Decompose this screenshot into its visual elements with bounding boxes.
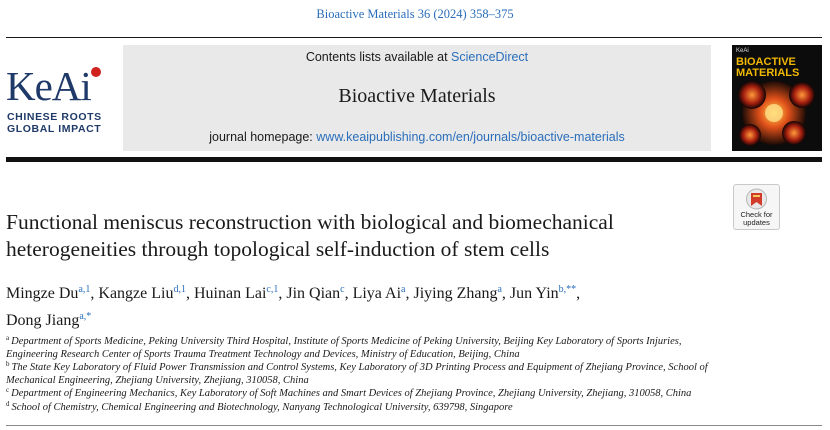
cover-title-line1: BIOACTIVE bbox=[736, 56, 796, 68]
journal-homepage-link[interactable]: www.keaipublishing.com/en/journals/bioactive-materials bbox=[316, 130, 625, 144]
homepage-line bbox=[123, 130, 711, 144]
homepage-prefix: journal homepage: bbox=[209, 130, 317, 144]
author[interactable]: Liya Ai$^a$ bbox=[352, 284, 406, 302]
logo-dot-icon bbox=[91, 67, 101, 77]
masthead-bottom-rule bbox=[6, 157, 822, 162]
title-line-2: heterogeneities through topological self-induction of stem cells bbox=[6, 237, 550, 261]
affiliation-b: $^b$ The State Key Laboratory of Fluid Power Transmission and Control Systems, Key Laboratory of 3D Printing Process and Equipment of Zhejiang Province, School of Mechanical Engineering, Zhejiang University, Zhejiang, 310058, China bbox=[6, 360, 708, 386]
sciencedirect-link[interactable]: ScienceDirect bbox=[451, 50, 529, 64]
contents-line bbox=[123, 50, 711, 64]
author[interactable]: Kangze Liu$^{d,1}$ bbox=[98, 284, 186, 302]
logo-wordmark: KeAi bbox=[6, 63, 91, 109]
cover-publisher: KeAi bbox=[736, 48, 749, 54]
author[interactable]: Jiying Zhang$^a$ bbox=[413, 284, 502, 302]
author[interactable]: Jin Qian$^c$ bbox=[286, 284, 345, 302]
bookmark-icon bbox=[734, 186, 779, 212]
publisher-logo[interactable] bbox=[6, 64, 118, 134]
affiliation-c: $^c$ Department of Engineering Mechanics, Key Laboratory of Soft Machines and Smart Devices of Zhejiang Province, Zhejiang University, Zhejiang, 310058, China bbox=[6, 386, 692, 399]
logo-tagline-2: GLOBAL IMPACT bbox=[7, 123, 102, 135]
author[interactable]: Jun Yin$^{b,**}$ bbox=[509, 284, 577, 302]
author[interactable]: Dong Jiang$^{a,*}$ bbox=[6, 311, 92, 329]
affiliation-d: $^d$ School of Chemistry, Chemical Engineering and Biotechnology, Nanyang Technological University, 639798, Singapore bbox=[6, 400, 513, 413]
check-for-updates-label bbox=[734, 211, 779, 227]
author-list: Mingze Du$^{a,1}$, Kangze Liu$^{d,1}$, Huinan Lai$^{c,1}$, Jin Qian$^c$, Liya Ai$^a$, Jiying Zhang$^a$, Jun Yin$^{b,**}$, Dong Jiang$^{a,*}$ bbox=[6, 284, 581, 329]
cover-title-line2: MATERIALS bbox=[736, 67, 800, 79]
contents-prefix: Contents lists available at bbox=[305, 50, 452, 64]
journal-name: Bioactive Materials bbox=[338, 85, 496, 107]
article-title bbox=[6, 209, 716, 263]
check-for-updates-button[interactable] bbox=[733, 184, 780, 230]
author[interactable]: Huinan Lai$^{c,1}$ bbox=[193, 284, 279, 302]
author[interactable]: Mingze Du$^{a,1}$ bbox=[6, 284, 91, 302]
journal-citation[interactable]: Bioactive Materials 36 (2024) 358–375 bbox=[316, 7, 514, 21]
journal-cover-image[interactable] bbox=[732, 45, 822, 151]
affiliation-a: $^a$ Department of Sports Medicine, Peking University Third Hospital, Institute of Sports Medicine of Peking University, Beijing Key Laboratory of Sports Injuries, Engineering Research Center of Sports Trauma Treatment Technology and Devices, Ministry of Education, Beijing, China bbox=[6, 334, 682, 360]
updates-line1: Check for bbox=[740, 210, 773, 219]
affiliation-divider bbox=[6, 425, 822, 426]
title-line-1: Functional meniscus reconstruction with biological and biomechanical bbox=[6, 210, 614, 234]
updates-line2: updates bbox=[743, 218, 770, 227]
journal-masthead bbox=[123, 45, 711, 151]
header-divider bbox=[6, 37, 822, 38]
logo-tagline-1: CHINESE ROOTS bbox=[7, 111, 102, 123]
